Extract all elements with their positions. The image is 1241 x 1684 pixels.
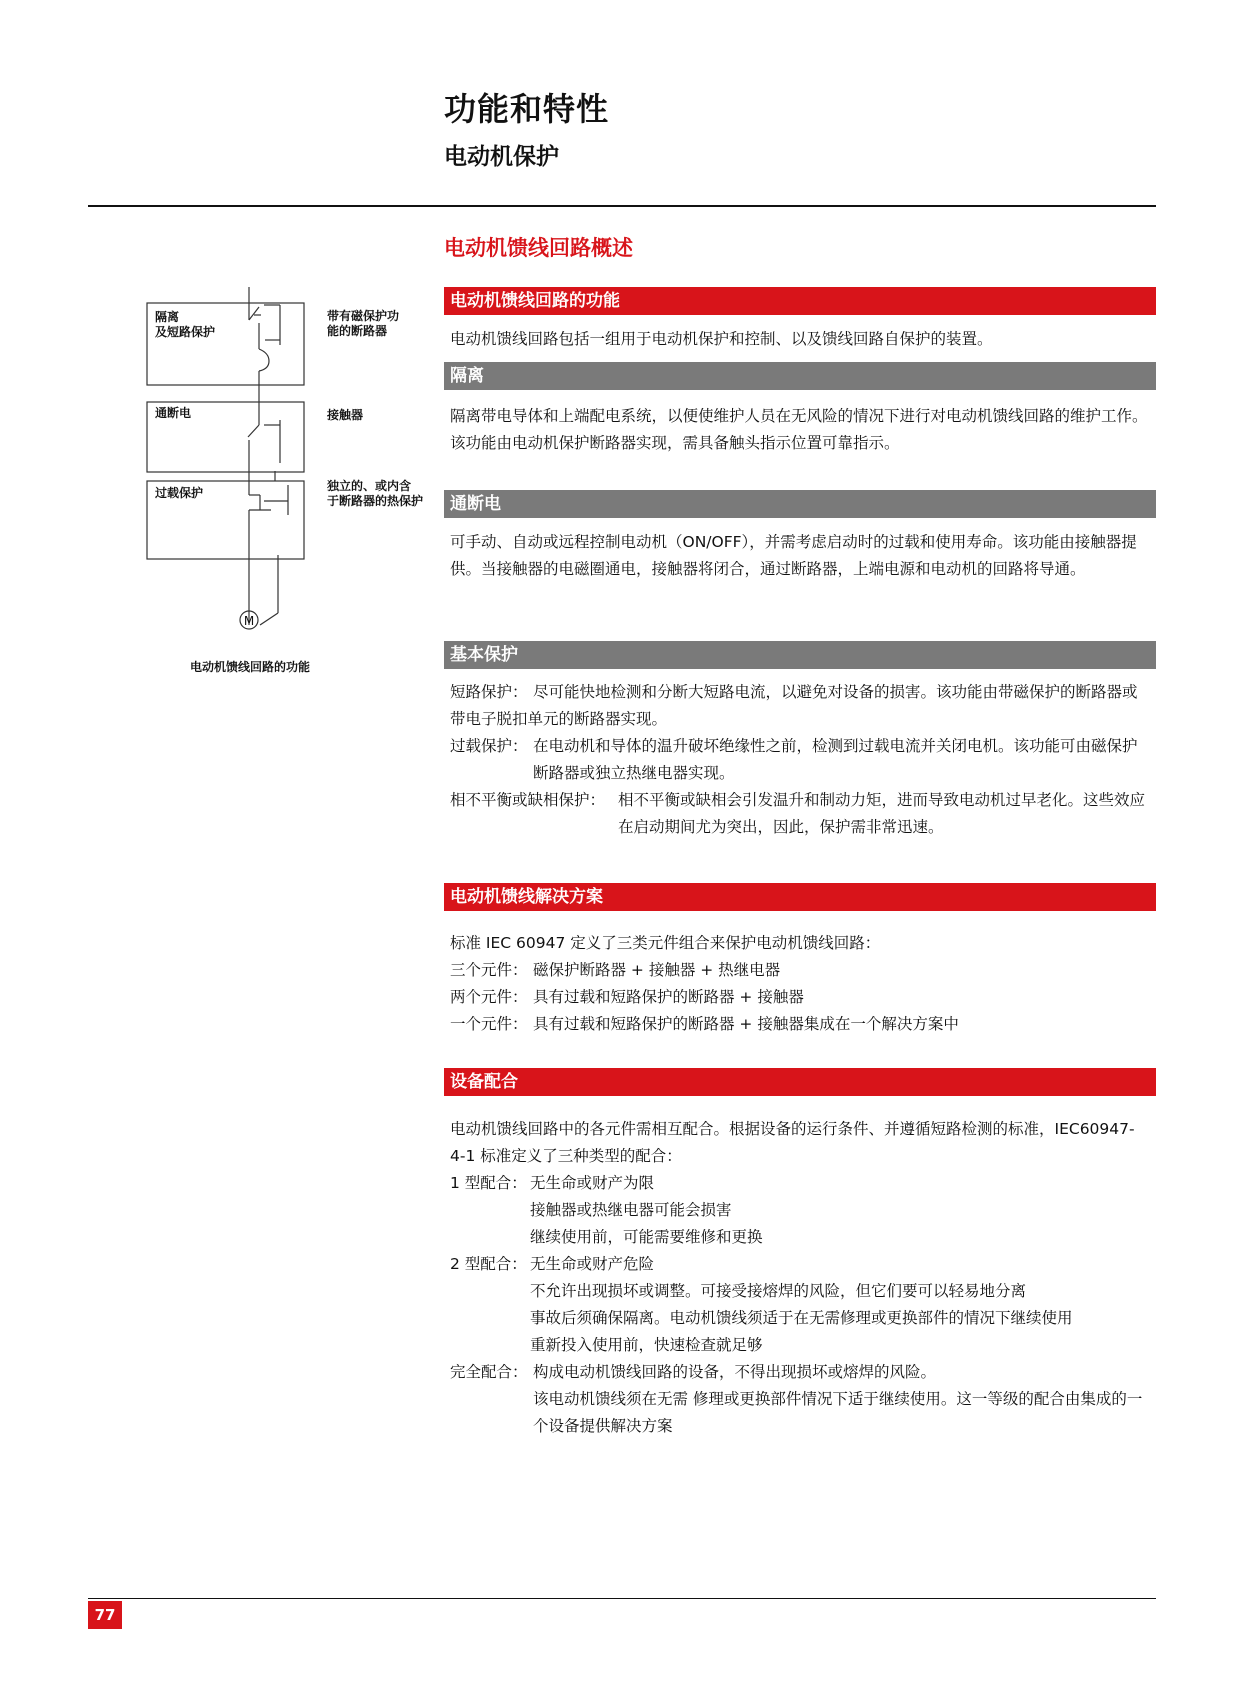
diagram-side-breaker: 带有磁保护功 能的断路器 (327, 309, 400, 338)
solution-item (450, 984, 1150, 1011)
diagram-side-contactor: 接触器 (327, 408, 364, 422)
coordination-line: 无生命或财产危险 (530, 1255, 655, 1273)
page-number: 77 (88, 1601, 122, 1629)
diagram-label-isolation: 隔离 及短路保护 (155, 310, 216, 339)
solution-item-text: 具有过载和短路保护的断路器 + 接触器集成在一个解决方案中 (533, 1015, 959, 1033)
basic-item-text: 相不平衡或缺相会引发温升和制动力矩，进而导致电动机过早老化。这些效应在启动期间尤为突出，因此，保护需非常迅速。 (618, 791, 1146, 836)
solution-item (450, 957, 1150, 984)
diagram-side-thermal: 独立的、或内含 于断路器的热保护 (327, 479, 424, 508)
solution-item-text: 具有过载和短路保护的断路器 + 接触器 (533, 988, 804, 1006)
page-subtitle: 电动机保护 (444, 144, 559, 170)
solution-item (450, 1011, 1150, 1038)
coordination-type2 (450, 1251, 1150, 1359)
solution-item-label: 两个元件： (450, 988, 528, 1006)
coordination-line: 重新投入使用前，快速检查就足够 (530, 1336, 763, 1354)
isolation-text: 隔离带电导体和上端配电系统，以便使维护人员在无风险的情况下进行对电动机馈线回路的维护工作。该功能由电动机保护断路器实现，需具备触头指示位置可靠指示。 (450, 407, 1148, 452)
motor-symbol: M (243, 614, 255, 628)
section-bar-switching: 通断电 (444, 490, 1156, 518)
diagram-label-overload: 过载保护 (155, 486, 204, 500)
basic-item-label: 短路保护： (450, 683, 528, 701)
switching-text: 可手动、自动或远程控制电动机（ON/OFF），并需考虑启动时的过载和使用寿命。该功能由接触器提供。当接触器的电磁圈通电，接触器将闭合，通过断路器，上端电源和电动机的回路将导通。 (450, 533, 1137, 578)
basic-item-text: 尽可能快地检测和分断大短路电流，以避免对设备的损害。该功能由带磁保护的断路器或带电子脱扣单元的断路器实现。 (450, 683, 1138, 728)
function-text: 电动机馈线回路包括一组用于电动机保护和控制、以及馈线回路自保护的装置。 (450, 330, 993, 348)
basic-item-overload (450, 733, 1150, 787)
section-bar-solutions: 电动机馈线解决方案 (444, 883, 1156, 911)
coordination-type1 (450, 1170, 1150, 1251)
solution-item-text: 磁保护断路器 + 接触器 + 热继电器 (533, 961, 781, 979)
solution-item-label: 一个元件： (450, 1015, 528, 1033)
diagram-caption: 电动机馈线回路的功能 (190, 660, 311, 674)
coordination-line: 构成电动机馈线回路的设备，不得出现损坏或熔焊的风险。 (533, 1363, 937, 1381)
coordination-line: 该电动机馈线须在无需 修理或更换部件情况下适于继续使用。这一等级的配合由集成的一个设备提供解决方案 (533, 1390, 1143, 1435)
coordination-line: 继续使用前，可能需要维修和更换 (530, 1228, 763, 1246)
contactor-contact-icon (248, 425, 259, 437)
basic-item-short-circuit (450, 679, 1150, 733)
basic-item-label: 过载保护： (450, 737, 528, 755)
coordination-line: 事故后须确保隔离。电动机馈线须适于在无需修理或更换部件的情况下继续使用 (530, 1309, 1073, 1327)
basic-item-text: 在电动机和导体的温升破坏绝缘性之前，检测到过载电流并关闭电机。该功能可由磁保护断路器或独立热继电器实现。 (533, 737, 1138, 782)
solutions-intro: 标准 IEC 60947 定义了三类元件组合来保护电动机馈线回路： (450, 934, 881, 952)
breaker-contact-icon (249, 307, 259, 320)
coordination-line: 接触器或热继电器可能会损害 (530, 1201, 732, 1219)
section-bar-coordination: 设备配合 (444, 1068, 1156, 1096)
solution-item-label: 三个元件： (450, 961, 528, 979)
section-bar-basic-protection: 基本保护 (444, 641, 1156, 669)
section-bar-function: 电动机馈线回路的功能 (444, 287, 1156, 315)
page-title: 功能和特性 (444, 90, 610, 128)
section-bar-isolation: 隔离 (444, 362, 1156, 390)
bottom-divider (88, 1598, 1156, 1599)
diagram-label-switching: 通断电 (155, 406, 192, 420)
coordination-full (450, 1359, 1150, 1440)
basic-item-label: 相不平衡或缺相保护： (450, 791, 606, 809)
coordination-type-label: 完全配合： (450, 1363, 528, 1381)
coordination-line: 不允许出现损坏或调整。可接受接熔焊的风险，但它们要可以轻易地分离 (530, 1282, 1027, 1300)
section-heading: 电动机馈线回路概述 (444, 236, 633, 260)
coordination-intro: 电动机馈线回路中的各元件需相互配合。根据设备的运行条件、并遵循短路检测的标准，IEC60947-4-1 标准定义了三种类型的配合： (450, 1120, 1135, 1165)
coordination-type-label: 2 型配合： (450, 1255, 527, 1273)
coordination-line: 无生命或财产为限 (530, 1174, 655, 1192)
basic-item-phase-imbalance (450, 787, 1150, 841)
coordination-type-label: 1 型配合： (450, 1174, 527, 1192)
top-divider (88, 205, 1156, 207)
